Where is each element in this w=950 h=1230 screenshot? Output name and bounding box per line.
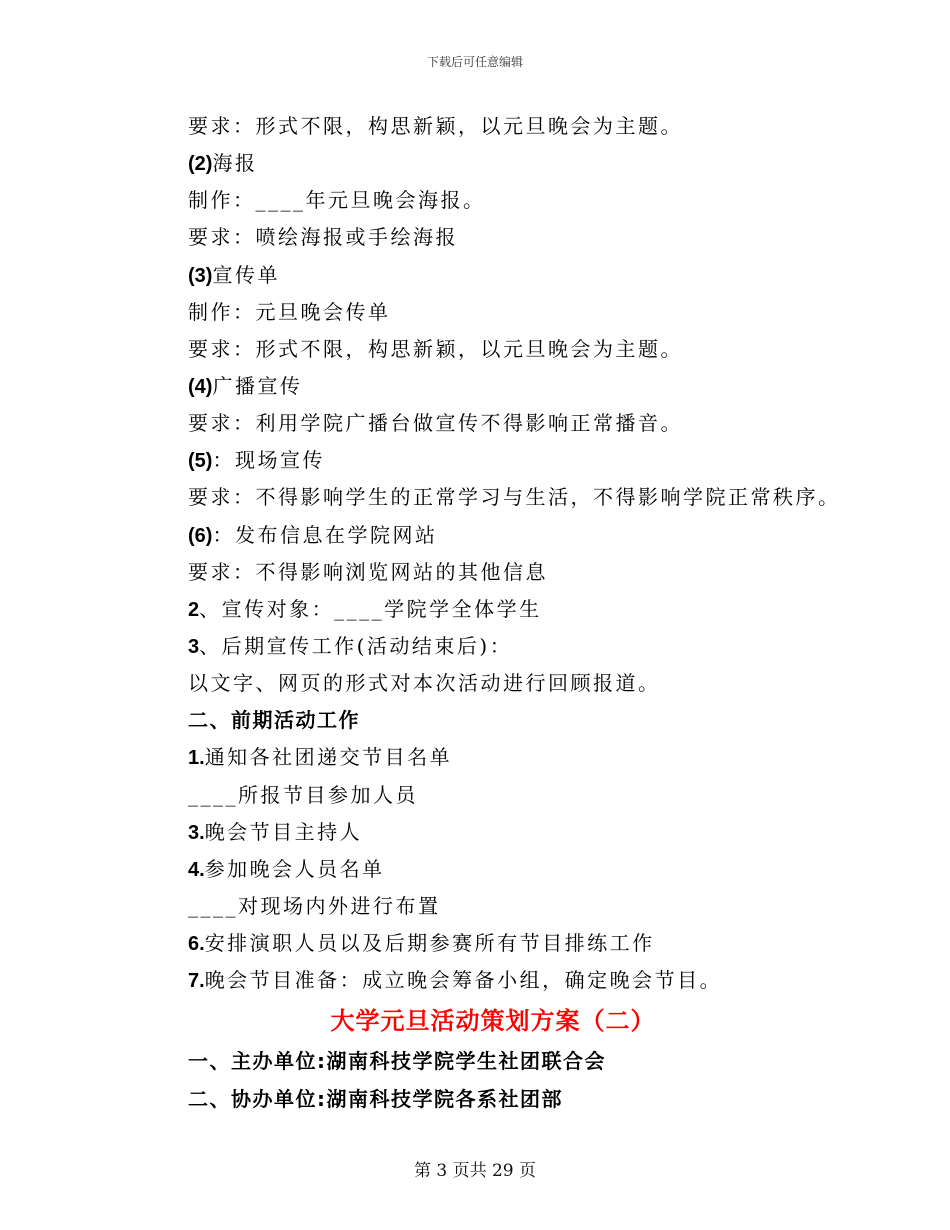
item-number: (4) xyxy=(188,375,213,398)
body-line: 要求：喷绘海报或手绘海报 xyxy=(188,225,458,250)
body-line xyxy=(188,517,838,554)
item-text: 通知各社团递交节目名单 xyxy=(204,745,453,770)
page-footer: 第 3 页共 29 页 xyxy=(413,1161,537,1181)
body-line: 要求：形式不限，构思新颖，以元旦晚会为主题。 xyxy=(188,336,683,361)
item-text: ：发布信息在学院网站 xyxy=(212,522,438,547)
item-text: 晚会节目准备：成立晚会筹备小组，确定晚会节目。 xyxy=(204,968,723,993)
body-line xyxy=(188,925,838,962)
item-text: 、宣传对象：____学院学全体学生 xyxy=(199,596,542,621)
item-number: (6) xyxy=(188,524,213,547)
body-line: 二、前期活动工作 xyxy=(188,708,360,733)
item-number: 7. xyxy=(188,970,205,993)
item-text: 宣传单 xyxy=(212,262,280,287)
body-line xyxy=(188,851,838,888)
item-number: (3) xyxy=(188,264,213,287)
body-line: ____所报节目参加人员 xyxy=(188,782,418,807)
item-number: 6. xyxy=(188,933,205,956)
item-text: ：现场宣传 xyxy=(212,448,325,473)
organizer-line: 一、主办单位:湖南科技学院学生社团联合会 xyxy=(188,1049,606,1074)
body-line xyxy=(188,628,838,665)
body-line: 制作：____年元旦晚会海报。 xyxy=(188,188,486,213)
item-number: 4. xyxy=(188,858,205,881)
body-line: 要求：不得影响学生的正常学习与生活，不得影响学院正常秩序。 xyxy=(188,485,841,510)
body-line xyxy=(188,739,838,776)
item-text: 参加晚会人员名单 xyxy=(204,856,385,881)
body-line: 要求：形式不限，构思新颖，以元旦晚会为主题。 xyxy=(188,114,683,138)
page-header: 下载后可任意编辑 xyxy=(426,55,523,69)
item-text: 安排演职人员以及后期参赛所有节目排练工作 xyxy=(204,931,655,956)
body-line xyxy=(188,814,838,851)
body-line xyxy=(188,591,838,628)
body-line xyxy=(188,442,838,479)
body-line: 要求：利用学院广播台做宣传不得影响正常播音。 xyxy=(188,411,683,436)
item-number: (5) xyxy=(188,450,213,473)
body-line xyxy=(188,145,838,182)
item-number: 2 xyxy=(188,598,200,621)
item-number: 1. xyxy=(188,747,205,770)
body-line xyxy=(188,962,838,999)
item-number: (2) xyxy=(188,153,213,176)
item-number: 3. xyxy=(188,821,205,844)
item-text: 广播宣传 xyxy=(212,373,303,398)
body-line: 制作：元旦晚会传单 xyxy=(188,299,391,324)
item-text: 晚会节目主持人 xyxy=(204,819,363,844)
item-text: 、后期宣传工作(活动结束后)： xyxy=(199,633,513,658)
body-line: 要求：不得影响浏览网站的其他信息 xyxy=(188,559,548,584)
body-line xyxy=(188,257,838,294)
co-organizer-line: 二、协办单位:湖南科技学院各系社团部 xyxy=(188,1086,563,1111)
body-line: ____对现场内外进行布置 xyxy=(188,893,441,918)
item-text: 海报 xyxy=(212,151,258,176)
body-lines xyxy=(188,108,841,999)
body-line xyxy=(188,368,838,405)
document-body xyxy=(188,108,841,1118)
item-number: 3 xyxy=(188,635,200,658)
section-heading: 大学元旦活动策划方案（二） xyxy=(330,1007,656,1036)
body-line: 以文字、网页的形式对本次活动进行回顾报道。 xyxy=(188,671,661,696)
